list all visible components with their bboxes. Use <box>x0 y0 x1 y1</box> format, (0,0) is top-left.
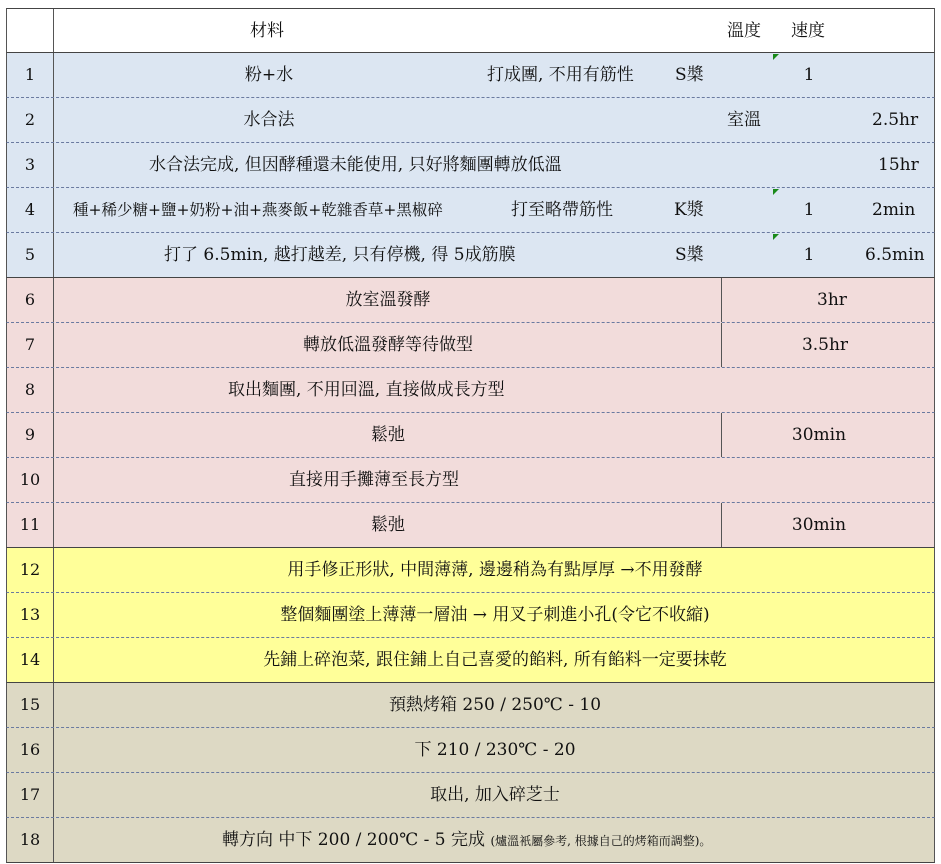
row-number: 5 <box>7 233 54 277</box>
table-row[interactable] <box>6 818 935 863</box>
time-cell[interactable]: 30min <box>791 515 847 535</box>
tool-cell[interactable]: S槳 <box>675 245 704 265</box>
header-speed[interactable]: 速度 <box>791 21 825 41</box>
row-number: 9 <box>7 413 54 457</box>
row-number: 11 <box>7 503 54 547</box>
row-number: 14 <box>7 638 54 682</box>
header-row <box>6 8 935 53</box>
table-row[interactable] <box>6 548 935 593</box>
material-cell[interactable]: 粉+水 <box>244 65 294 85</box>
table-row[interactable] <box>6 413 935 458</box>
step-cell[interactable]: 鬆弛 <box>371 515 405 535</box>
table-row[interactable] <box>6 773 935 818</box>
table-row[interactable] <box>6 323 935 368</box>
row-number: 7 <box>7 323 54 367</box>
table-row[interactable] <box>6 458 935 503</box>
row-number: 12 <box>7 548 54 592</box>
table-row[interactable] <box>6 728 935 773</box>
comment-marker-icon[interactable] <box>773 54 779 60</box>
header-temp[interactable]: 溫度 <box>727 21 761 41</box>
time-cell[interactable]: 3.5hr <box>801 335 849 355</box>
step-cell[interactable]: 預熱烤箱 250 / 250℃ - 10 <box>388 695 602 715</box>
action-cell[interactable]: 打至略帶筋性 <box>511 200 613 220</box>
column-divider <box>721 323 722 367</box>
time-cell[interactable]: 3hr <box>817 290 847 310</box>
step-cell[interactable]: 取出, 加入碎芝士 <box>430 785 560 805</box>
row-number: 6 <box>7 278 54 322</box>
speed-cell[interactable]: 1 <box>803 65 815 85</box>
column-divider <box>721 503 722 547</box>
header-corner-cell[interactable] <box>7 9 54 52</box>
table-row[interactable] <box>6 143 935 188</box>
action-cell[interactable]: 打成團, 不用有筋性 <box>487 65 634 85</box>
step-text: 轉方向 中下 200 / 200℃ - 5 完成 <box>222 830 486 850</box>
step-cell[interactable] <box>222 818 711 863</box>
material-cell[interactable]: 打了 6.5min, 越打越差, 只有停機, 得 5成筋膜 <box>164 245 516 265</box>
table-row[interactable] <box>6 98 935 143</box>
row-number: 15 <box>7 683 54 727</box>
step-cell[interactable]: 下 210 / 230℃ - 20 <box>414 740 576 760</box>
row-number: 13 <box>7 593 54 637</box>
row-number: 18 <box>7 818 54 862</box>
row-number: 3 <box>7 143 54 187</box>
step-cell[interactable]: 整個麵團塗上薄薄一層油 → 用叉子刺進小孔(令它不收縮) <box>280 605 710 625</box>
tool-cell[interactable]: K漿 <box>674 200 704 220</box>
row-number: 4 <box>7 188 54 232</box>
material-cell[interactable]: 水合法完成, 但因酵種還未能使用, 只好將麵團轉放低溫 <box>149 155 562 175</box>
step-cell[interactable]: 直接用手攤薄至長方型 <box>289 470 459 490</box>
speed-cell[interactable]: 1 <box>803 200 815 220</box>
step-cell[interactable]: 鬆弛 <box>371 425 405 445</box>
time-cell[interactable]: 2min <box>872 200 916 220</box>
material-cell[interactable]: 水合法 <box>243 110 295 130</box>
column-divider <box>721 413 722 457</box>
time-cell[interactable]: 6.5min <box>865 245 925 265</box>
row-number: 10 <box>7 458 54 502</box>
tool-cell[interactable]: S槳 <box>675 65 704 85</box>
table-row[interactable] <box>6 368 935 413</box>
comment-marker-icon[interactable] <box>773 234 779 240</box>
time-cell[interactable]: 2.5hr <box>872 110 919 130</box>
step-note: (爐溫衹屬參考, 根據自己的烤箱而調整)。 <box>490 834 712 848</box>
table-row[interactable] <box>6 188 935 233</box>
step-cell[interactable]: 取出麵團, 不用回溫, 直接做成長方型 <box>228 380 505 400</box>
row-number: 1 <box>7 53 54 97</box>
step-cell[interactable]: 用手修正形狀, 中間薄薄, 邊邊稍為有點厚厚 →不用發酵 <box>287 560 703 580</box>
column-divider <box>721 278 722 322</box>
table-row[interactable] <box>6 278 935 323</box>
material-cell[interactable]: 種+稀少糖+鹽+奶粉+油+燕麥飯+乾雜香草+黑椒碎 <box>73 201 443 219</box>
table-row[interactable] <box>6 638 935 683</box>
step-cell[interactable]: 放室溫發酵 <box>345 290 431 310</box>
table-row[interactable] <box>6 503 935 548</box>
time-cell[interactable]: 30min <box>791 425 847 445</box>
table-row[interactable] <box>6 593 935 638</box>
row-number: 17 <box>7 773 54 817</box>
step-cell[interactable]: 轉放低溫發酵等待做型 <box>303 335 473 355</box>
comment-marker-icon[interactable] <box>773 189 779 195</box>
time-cell[interactable]: 15hr <box>878 155 919 175</box>
table-row[interactable] <box>6 233 935 278</box>
header-material[interactable]: 材料 <box>250 21 284 41</box>
temp-cell[interactable]: 室溫 <box>727 110 761 130</box>
step-cell[interactable]: 先鋪上碎泡菜, 跟住鋪上自己喜愛的餡料, 所有餡料一定要抹乾 <box>263 650 727 670</box>
speed-cell[interactable]: 1 <box>803 245 815 265</box>
table-row[interactable] <box>6 683 935 728</box>
row-number: 16 <box>7 728 54 772</box>
table-row[interactable] <box>6 53 935 98</box>
row-number: 2 <box>7 98 54 142</box>
row-number: 8 <box>7 368 54 412</box>
